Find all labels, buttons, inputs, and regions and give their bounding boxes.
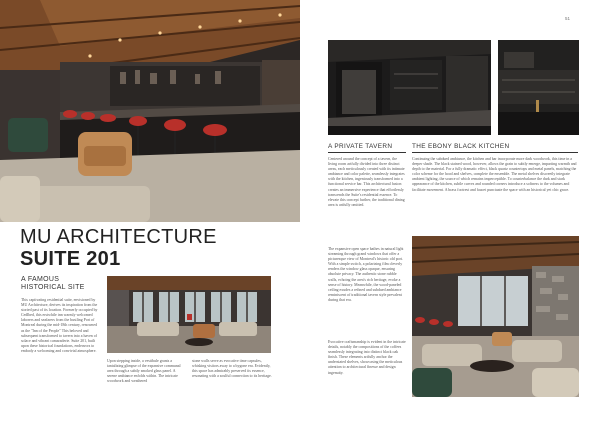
historical-col3: stone walls serve as evocative time capsules, whisking visitors away to a bygone era. Evidently, this space has admirably preserved its essence, resonating with a soulful connection to its heritage. [192,359,272,379]
private-tavern-body1: Centered around the concept of a tavern, the living room artfully divided into three distinct areas, each meticulously created with its intimate ambiance and color palette, seamlessly integrates with the kitchen, ingeniously transformed into a functional service bar. This architectural fusion creates an immersive experience that effortlessly transcends the Suite's residential essence. To elevate this concept further, the traditional dining area is artfully omitted. [328,157,405,207]
main-heading [20,226,300,270]
ebony-kitchen-body: Continuing the subdued ambiance, the kitchen and bar incorporate more dark woodwork, this time in a deeper shade. The black stained wood, however, allows the grain to subtly emerge, imparting warmth and depth to the material. For a fully dramatic effect, black quartz countertops and metal panels, matching the color scheme for the hood and shelves, complete the ensemble. The metal shelves discreetly integrate ambient lighting, the source of which remains imperceptible. To counterbalance the dark and stark appearance of the kitchen, subtle curves and rounded corners introduce a softness to the volumes and facilitate movement. A brass footrest and faucet punctuate the space with an historical yet chic grace. [412,157,577,192]
living-room-photo [412,236,579,397]
main-heading-line2: SUITE 201 [20,248,121,270]
ebony-kitchen-heading: THE EBONY BLACK KITCHEN [412,143,510,150]
main-heading-line1: MU ARCHITECTURE [20,226,217,248]
private-tavern-heading: A PRIVATE TAVERN [328,143,393,150]
ebony-kitchen-rule [412,152,578,153]
historical-heading-line2: HISTORICAL SITE [21,284,85,291]
private-tavern-rule [328,152,406,153]
historical-heading [21,276,85,292]
private-tavern-body2: The expansive open space bathes in natural light streaming through grand windows that offer a picturesque view of Montreal's historic old port. With a simple switch, a polarizing film cleverly renders the window glass opaque, ensuring absolute privacy. The authentic stone rubble walls, echoing the area's rich heritage, evoke a sense of history. Meanwhile, the wood-paneled ceiling exudes a refined and subdued ambiance reminiscent of traditional tavern style prevalent during that era. [328,247,404,302]
bar-lounge-photo [0,0,300,222]
lounge-window-photo [107,276,271,353]
page-number: 51 [565,16,571,21]
kitchen-detail-photo [498,40,579,135]
historical-heading-line1: A FAMOUS [21,276,60,283]
private-tavern-body3: Evocative craftsmanship is evident in the intricate details, notably the compositions of the coffees seamlessly integrating into distinct black oak finish. These elements artfully anchor the understated shelves, showcasing the meticulous attention to architectural finesse and design ingenuity. [328,340,406,375]
historical-col2: Upon stepping inside, a vestibule grants a tantalizing glimpse of the expansive communal area through a subtly smoked glass panel. A serene ambiance enfolds within. The intricate woodwork and weathered [107,359,181,384]
black-kitchen-photo [328,40,491,135]
historical-col1: This captivating residential suite, envisioned by MU Architecture, derives its inspiration from the storied past of its location. Formerly occupied by Cedlbed, this erstwhile inn warmly welcomed laborers and seafarers from the bustling Port of Montreal during the mid-18th century, renowned as the "Inn of the People" This beloved and subsequent transformed to tavern into a haven of solace and vibrant camaraderie. Suite 201, built upon these historical foundations, endeavors to embody a welcoming and convivial atmosphere. [21,298,98,353]
